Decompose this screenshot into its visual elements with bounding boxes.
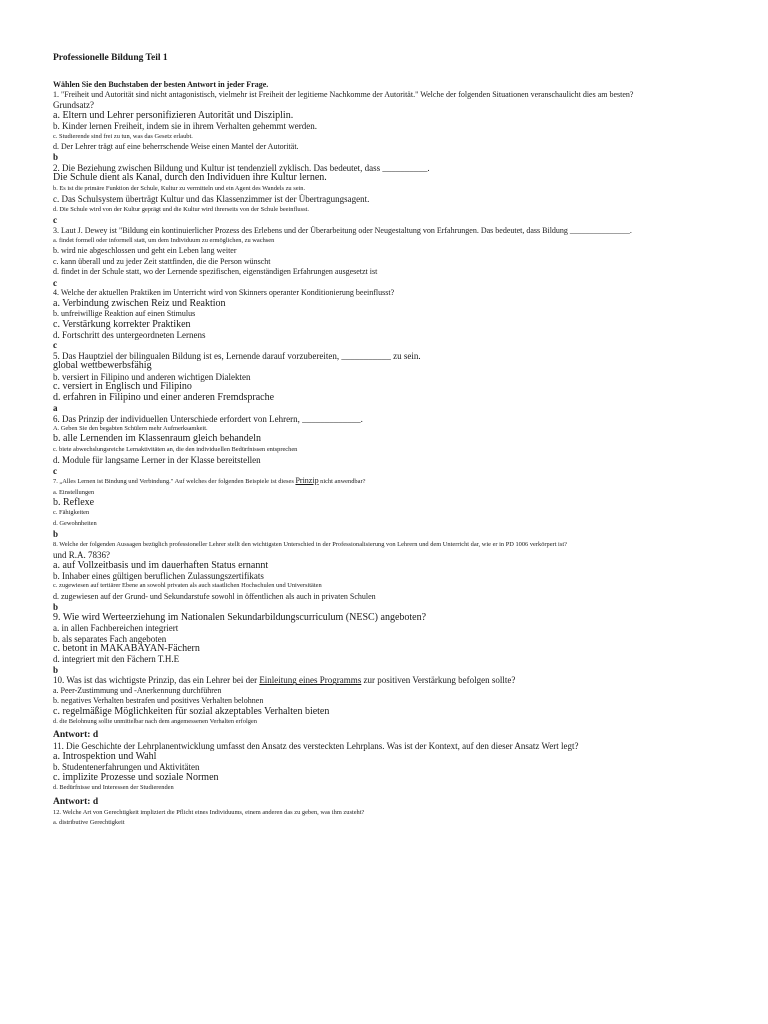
option-b: b. Inhaber eines gültigen beruflichen Zulassungszertifikats — [53, 571, 264, 581]
question-text: 3. Laut J. Dewey ist "Bildung ein kontinuierlicher Prozess des Erlebens und der Überarbeitung oder Neugestaltung von Erfahrungen. Das bedeutet, dass Bildung _______________. — [53, 225, 632, 235]
option-c: c. Studierende sind frei zu tun, was das Gesetz erlaubt. — [53, 132, 193, 140]
option-b: b. alle Lernenden im Klassenraum gleich behandeln — [53, 433, 261, 445]
option-a: a. Einstellungen — [53, 488, 95, 496]
question-9 — [53, 613, 733, 676]
option-d: d. Fortschritt des untergeordneten Lernens — [53, 329, 206, 340]
instruction-text: Wählen Sie den Buchstaben der besten Antwort in jeder Frage. — [53, 80, 269, 89]
option-d: d. zugewiesen auf der Grund- und Sekundarstufe sowohl in öffentlichen als auch in privaten Schulen — [53, 591, 376, 601]
question-text-continued: Grundsatz? — [53, 100, 94, 111]
question-text: 4. Welche der aktuellen Praktiken im Unterricht wird von Skinners operanter Konditionierung beeinflusst? — [53, 288, 395, 298]
option-a: a. auf Vollzeitbasis und im dauerhaften Status ernannt — [53, 559, 269, 571]
option-d: d. integriert mit den Fächern T.H.E — [53, 654, 180, 665]
option-a: a. findet formell oder informell statt, um dem Individuum zu ermöglichen, zu wachsen — [53, 237, 275, 245]
question-text: 5. Das Hauptziel der bilingualen Bildung ist es, Lernende darauf vorzubereiten, ___________ zu sein. — [53, 350, 421, 361]
option-a: A. Geben Sie den begabten Schülern mehr Aufmerksamkeit. — [53, 424, 208, 432]
option-a: a. Verbindung zwischen Reiz und Reaktion — [53, 297, 226, 309]
question-text: 9. Wie wird Werteerziehung im Nationalen Sekundarbildungscurriculum (NESC) angeboten? — [53, 611, 427, 623]
underlined-word: Prinzip — [295, 476, 319, 486]
option-a: a. Eltern und Lehrer personifizieren Autorität und Disziplin. — [53, 109, 294, 121]
question-11 — [53, 741, 733, 807]
option-a: a. in allen Fachbereichen integriert — [53, 623, 179, 634]
underlined-phrase: Einleitung eines Programms — [259, 675, 362, 686]
question-1 — [53, 90, 733, 163]
option-b: b. unfreiwillige Reaktion auf einen Stimulus — [53, 309, 196, 319]
option-d: d. findet in der Schule statt, wo der Lernende spezifischen, eigenständigen Erfahrungen ausgesetzt ist — [53, 267, 378, 277]
answer-letter: a — [53, 402, 58, 413]
question-text-continued: und R.A. 7836? — [53, 550, 110, 561]
answer-letter: b — [53, 664, 59, 675]
option-c: c. betont in MAKABAYAN-Fächern — [53, 643, 200, 655]
option-d: d. Der Lehrer trägt auf eine beherrschende Weise einen Mantel der Autorität. — [53, 142, 299, 152]
answer-label: Antwort: d — [53, 796, 99, 807]
option-b: b. Kinder lernen Freiheit, indem sie in ihrem Verhalten gehemmt werden. — [53, 121, 318, 132]
option-b: b. als separates Fach angeboten — [53, 633, 167, 644]
question-text-end: zur positiven Verstärkung befolgen sollte? — [361, 675, 516, 686]
option-c: c. versiert in Englisch und Filipino — [53, 381, 192, 393]
question-text: 6. Das Prinzip der individuellen Unterschiede erfordert von Lehrern, _____________. — [53, 413, 363, 424]
option-b: b. wird nie abgeschlossen und geht ein Leben lang weiter — [53, 246, 237, 256]
question-text: 8. Welche der folgenden Aussagen bezüglich professioneller Lehrer stellt den wichtigsten Unterschied in der Professionalisierung von Lehrern und dem Unterricht dar, wie er in PD 1006 verkörpert ist? — [53, 540, 567, 548]
option-b: b. negatives Verhalten bestrafen und positives Verhalten belohnen — [53, 696, 264, 706]
answer-letter: b — [53, 602, 59, 613]
answer-letter: c — [53, 277, 57, 288]
question-text-end: nicht anwendbar? — [318, 478, 366, 486]
question-3 — [53, 226, 733, 289]
answer-letter: c — [53, 340, 57, 351]
option-c: c. Fähigkeiten — [53, 509, 90, 517]
option-b: b. Studentenerfahrungen und Aktivitäten — [53, 762, 200, 773]
option-c: c. implizite Prozesse und soziale Normen — [53, 771, 219, 783]
option-b: b. Reflexe — [53, 496, 95, 508]
option-b: b. Es ist die primäre Funktion der Schule, Kultur zu vermitteln und ein Agent des Wandels zu sein. — [53, 184, 306, 192]
option-d: d. die Belohnung sollte unmittelbar nach dem angemessenen Verhalten erfolgen — [53, 718, 257, 726]
option-d: d. Gewohnheiten — [53, 519, 97, 527]
document-page — [53, 52, 733, 828]
option-c: c. biete abwechslungsreiche Lernaktivitäten an, die den individuellen Bedürfnissen entsprechen — [53, 445, 298, 453]
option-c: c. kann überall und zu jeder Zeit stattfinden, die die Person wünscht — [53, 256, 271, 266]
question-text: 12. Welche Art von Gerechtigkeit impliziert die Pflicht eines Individuums, einem anderen das zu geben, was ihm zusteht? — [53, 808, 365, 816]
question-12 — [53, 808, 733, 829]
question-6 — [53, 414, 733, 477]
question-text-start: 10. Was ist das wichtigste Prinzip, das ein Lehrer bei der — [53, 675, 260, 686]
question-7 — [53, 476, 733, 540]
question-text — [53, 675, 733, 685]
question-text: 2. Die Beziehung zwischen Bildung und Kultur ist tendenziell zyklisch. Das bedeutet, dass __________. — [53, 163, 430, 174]
option-d: d. erfahren in Filipino und einer anderen Fremdsprache — [53, 391, 275, 403]
option-c: c. zugewiesen auf tertiärer Ebene an sowohl privaten als auch staatlichen Hochschulen und Universitäten — [53, 582, 322, 590]
option-a: a. Introspektion und Wahl — [53, 750, 157, 762]
option-a: global wettbewerbsfähig — [53, 360, 152, 372]
option-c: c. Das Schulsystem überträgt Kultur und das Klassenzimmer ist der Übertragungsagent. — [53, 194, 370, 205]
answer-letter: b — [53, 152, 59, 163]
question-5 — [53, 351, 733, 414]
option-a: a. Peer-Zustimmung und -Anerkennung durchführen — [53, 685, 222, 695]
question-8 — [53, 540, 733, 613]
document-title: Professionelle Bildung Teil 1 — [53, 53, 168, 63]
answer-label: Antwort: d — [53, 730, 99, 741]
option-d: d. Bedürfnisse und Interessen der Studierenden — [53, 784, 174, 792]
option-c: c. Verstärkung korrekter Praktiken — [53, 318, 191, 330]
option-d: d. Module für langsame Lerner in der Klasse bereitstellen — [53, 455, 261, 466]
option-b: b. versiert in Filipino und anderen wichtigen Dialekten — [53, 371, 251, 382]
question-text-start: 7. „Alles Lernen ist Bindung und Verbindung." Auf welches der folgenden Beispiele ist dieses — [53, 478, 296, 486]
answer-letter: c — [53, 215, 57, 226]
question-4 — [53, 288, 733, 351]
question-2 — [53, 163, 733, 226]
question-text: 1. "Freiheit und Autorität sind nicht antagonistisch, vielmehr ist Freiheit der legitieme Nachkomme der Autorität." Welche der folgenden Situationen veranschaulicht dies am besten? — [53, 90, 634, 99]
option-d: d. Die Schule wird von der Kultur geprägt und die Kultur wird ihrerseits von der Schule beeinflusst. — [53, 205, 309, 213]
answer-letter: c — [53, 465, 57, 476]
question-10 — [53, 675, 733, 741]
option-c: c. regelmäßige Möglichkeiten für sozial akzeptables Verhalten bieten — [53, 705, 330, 717]
question-text: 11. Die Geschichte der Lehrplanentwicklung umfasst den Ansatz des versteckten Lehrplans. Was ist der Kontext, auf den dieser Ansatz Wert legt? — [53, 741, 579, 752]
answer-letter: b — [53, 529, 59, 540]
option-a: Die Schule dient als Kanal, durch den Individuen ihre Kultur lernen. — [53, 172, 327, 184]
option-a: a. distributive Gerechtigkeit — [53, 818, 125, 826]
question-text — [53, 476, 733, 487]
